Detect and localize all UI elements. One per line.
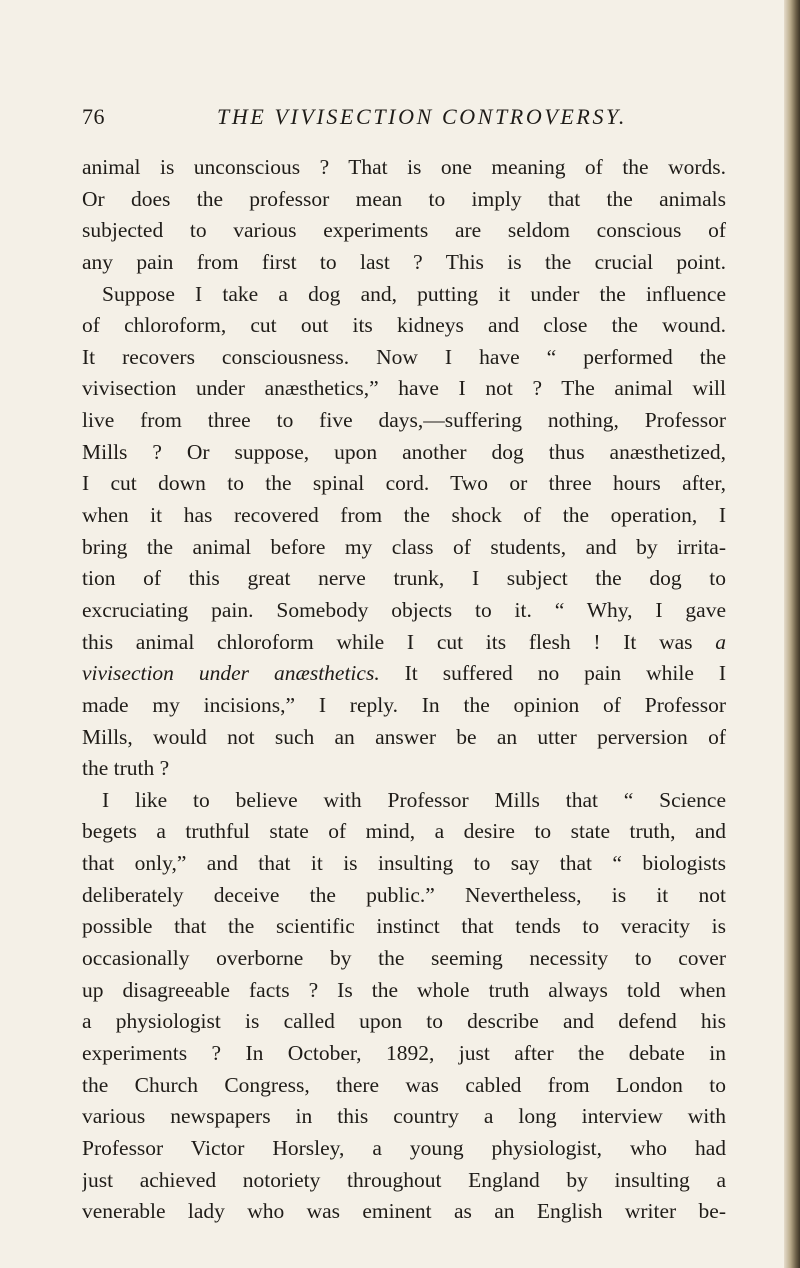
text-line: the truth ?: [82, 756, 170, 781]
text-line: I like to believe with Professor Mills that “ Science: [102, 787, 726, 812]
page-edge-shadow: [784, 0, 800, 1268]
line-text: this animal chloroform while I cut its flesh ! It was: [82, 629, 693, 654]
text-line: any pain from first to last ? This is the crucial point.: [82, 249, 726, 274]
text-line: venerable lady who was eminent as an English writer be-: [82, 1199, 726, 1224]
text-line: of chloroform, cut out its kidneys and close the wound.: [82, 313, 726, 338]
text-line: tion of this great nerve trunk, I subject the dog to: [82, 566, 726, 591]
italic-article: a: [715, 629, 726, 654]
text-line: excruciating pain. Somebody objects to it. “ Why, I gave: [82, 597, 726, 622]
text-line: vivisection under anæsthetics,” have I not ? The animal will: [82, 376, 726, 401]
text-line: Suppose I take a dog and, putting it under the influence: [102, 281, 726, 306]
text-line: subjected to various experiments are seldom conscious of: [82, 218, 726, 243]
text-line: Or does the professor mean to imply that the animals: [82, 186, 726, 211]
text-line: deliberately deceive the public.” Nevertheless, is it not: [82, 882, 726, 907]
text-line: made my incisions,” I reply. In the opinion of Professor: [82, 692, 726, 717]
page-number: 76: [82, 104, 105, 129]
text-line: live from three to five days,—suffering nothing, Professor: [82, 408, 726, 433]
text-line: begets a truthful state of mind, a desire to state truth, and: [82, 819, 726, 844]
text-line: possible that the scientific instinct that tends to veracity is: [82, 914, 726, 939]
text-line: occasionally overborne by the seeming necessity to cover: [82, 946, 726, 971]
text-line: various newspapers in this country a long interview with: [82, 1104, 726, 1129]
text-line: Mills, would not such an answer be an utter perversion of: [82, 724, 726, 749]
body-text: [82, 152, 726, 1228]
text-line: Mills ? Or suppose, upon another dog thus anæsthetized,: [82, 439, 726, 464]
text-line: Professor Victor Horsley, a young physiologist, who had: [82, 1135, 726, 1160]
italic-phrase: vivisection under anæsthetics.: [82, 661, 380, 686]
text-line: up disagreeable facts ? Is the whole truth always told when: [82, 977, 726, 1002]
text-line: bring the animal before my class of students, and by irrita-: [82, 534, 726, 559]
text-line: that only,” and that it is insulting to say that “ biologists: [82, 851, 726, 876]
text-line-with-italic: vivisection under anæsthetics. It suffered no pain while I: [82, 661, 726, 686]
text-line-with-italic: [82, 627, 726, 659]
text-line: animal is unconscious ? That is one meaning of the words.: [82, 155, 726, 179]
text-line: the Church Congress, there was cabled from London to: [82, 1072, 726, 1097]
text-line: experiments ? In October, 1892, just after the debate in: [82, 1040, 726, 1065]
text-line: a physiologist is called upon to describe and defend his: [82, 1009, 726, 1034]
text-line: when it has recovered from the shock of the operation, I: [82, 503, 726, 528]
running-head: THE VIVISECTION CONTROVERSY.: [217, 104, 627, 129]
page-header: [82, 104, 732, 144]
text-line: I cut down to the spinal cord. Two or three hours after,: [82, 471, 726, 496]
text-line: It recovers consciousness. Now I have “ performed the: [82, 344, 726, 369]
text-line: just achieved notoriety throughout England by insulting a: [82, 1167, 726, 1192]
